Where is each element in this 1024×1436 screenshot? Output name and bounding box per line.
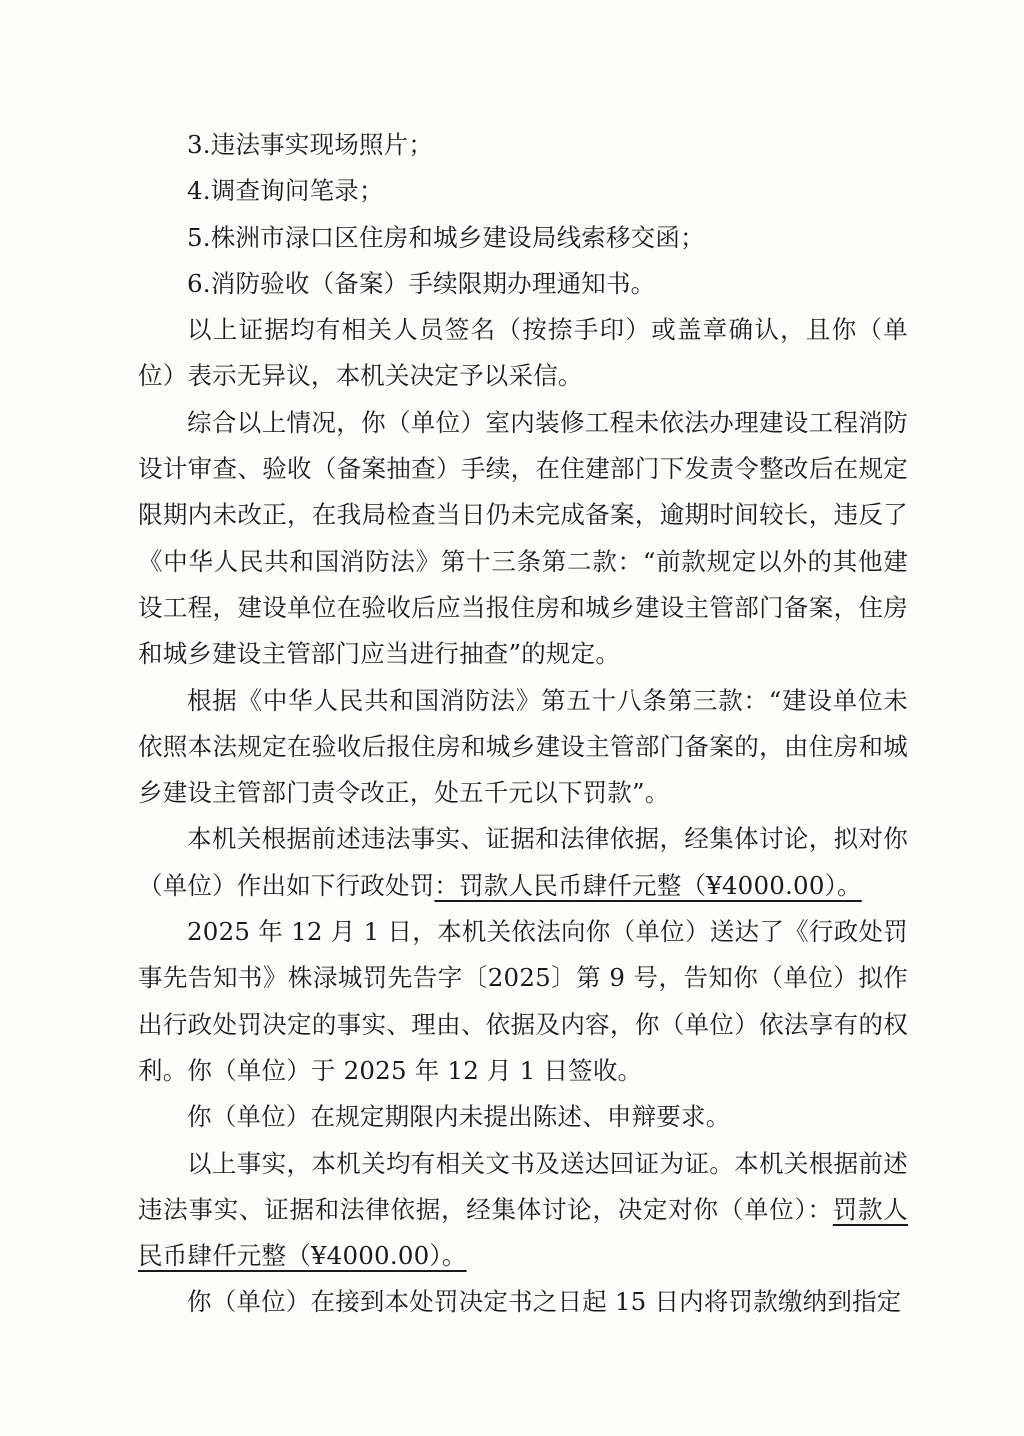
document-body	[138, 122, 908, 1326]
evidence-confirmation-paragraph: 以上证据均有相关人员签名（按捺手印）或盖章确认，且你（单位）表示无异议，本机关决定予以采信。	[138, 315, 908, 391]
proposed-penalty-paragraph	[138, 816, 908, 909]
evidence-item-4: 4.调查询问笔录；	[187, 176, 384, 206]
legal-basis-paragraph: 根据《中华人民共和国消防法》第五十八条第三款：“建设单位未依照本法规定在验收后报住房和城乡建设主管部门备案的，由住房和城乡建设主管部门责令改正，处五千元以下罚款”。	[138, 685, 908, 808]
evidence-item-5: 5.株洲市渌口区住房和城乡建设局线索移交函；	[187, 222, 705, 252]
evidence-item-3: 3.违法事实现场照片；	[187, 130, 434, 159]
decision-paragraph	[138, 1141, 908, 1280]
proposed-penalty-text: 本机关根据前述违法事实、证据和法律依据，经集体讨论，拟对你（单位）作出如下行政处罚	[138, 824, 908, 900]
proposed-penalty-amount: ：罚款人民币肆仟元整（¥4000.00）。	[434, 870, 862, 900]
prior-notice-paragraph: 2025 年 12 月 1 日，本机关依法向你（单位）送达了《行政处罚事先告知书》株渌城罚先告字〔2025〕第 9 号，告知你（单位）拟作出行政处罚决定的事实、理由、依据及内容，你（单位）依法享有的权利。你（单位）于 2025 年 12 月 1 日签收。	[138, 917, 908, 1085]
summary-paragraph: 综合以上情况，你（单位）室内装修工程未依法办理建设工程消防设计审查、验收（备案抽查）手续，在住建部门下发责令整改后在规定限期内未改正，在我局检查当日仍未完成备案，逾期时间较长，违反了《中华人民共和国消防法》第十三条第二款：“前款规定以外的其他建设工程，建设单位在验收后应当报住房和城乡建设主管部门备案，住房和城乡建设主管部门应当进行抽查”的规定。	[138, 407, 908, 669]
decision-text: 以上事实，本机关均有相关文书及送达回证为证。本机关根据前述违法事实、证据和法律依据，经集体讨论，决定对你（单位）：	[138, 1148, 908, 1224]
payment-paragraph: 你（单位）在接到本处罚决定书之日起 15 日内将罚款缴纳到指定	[187, 1287, 902, 1317]
evidence-item-6: 6.消防验收（备案）手续限期办理通知书。	[187, 268, 656, 298]
decision-penalty-amount: 罚款人民币肆仟元整（¥4000.00）。	[138, 1194, 908, 1271]
no-statement-paragraph: 你（单位）在规定期限内未提出陈述、申辩要求。	[187, 1102, 731, 1132]
